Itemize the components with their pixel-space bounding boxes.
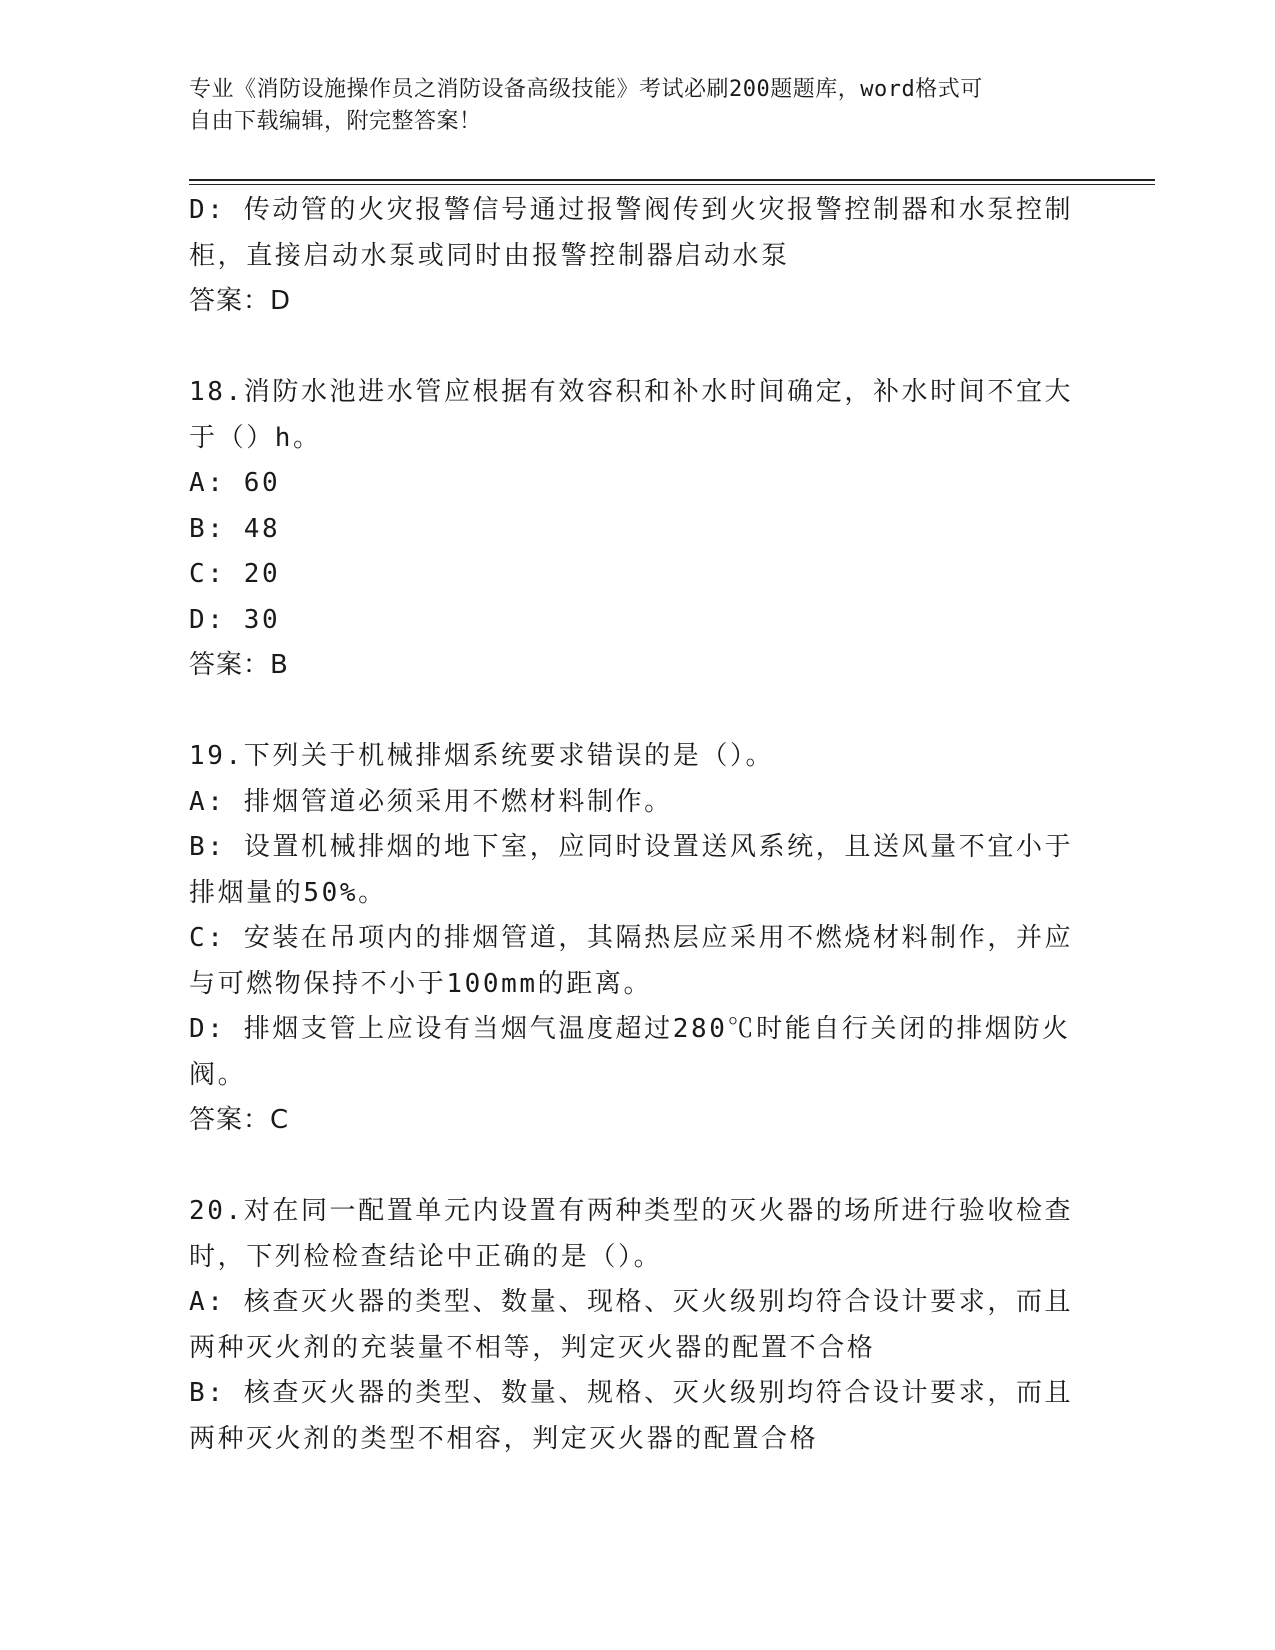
option-d: D: 30 [189,604,281,635]
option-a: A: 60 [189,468,281,498]
option-a: A: 排烟管道必须采用不燃材料制作。 [189,786,673,817]
question-19 [189,734,1079,1144]
option-c: C: 安装在吊项内的排烟管道，其隔热层应采用不燃烧材料制作，并应 [189,923,1074,953]
header-divider-thin [189,184,1155,185]
question-list [189,188,1079,1462]
option-a: A: 核查灭火器的类型、数量、现格、灭火级别均符合设计要求，而且 [189,1287,1074,1317]
option-c: C: 20 [189,559,281,589]
spacer [189,1144,1079,1190]
answer-label: 答案：C [189,1105,290,1135]
option-b: B: 核查灭火器的类型、数量、规格、灭火级别均符合设计要求，而且 [189,1378,1074,1408]
option-b: B: 48 [189,513,281,544]
option-b: 两种灭火剂的类型不相容，判定灭火器的配置合格 [189,1423,819,1454]
spacer [189,325,1079,371]
question-17-tail [189,188,1079,325]
question-stem: 19.下列关于机械排烟系统要求错误的是（）。 [189,741,775,771]
question-stem: 18.消防水池进水管应根据有效容积和补水时间确定，补水时间不宜大 [189,377,1074,407]
header-divider [189,179,1155,181]
question-stem: 于（）h。 [189,422,322,453]
option-d: 阀。 [189,1059,247,1090]
question-stem: 20.对在同一配置单元内设置有两种类型的灭火器的场所进行验收检查 [189,1196,1074,1226]
spacer [189,689,1079,735]
page-header [189,74,1069,138]
option-b: 排烟量的50%。 [189,877,387,908]
question-18 [189,370,1079,689]
header-line: 专业《消防设施操作员之消防设备高级技能》考试必刷200题题库，word格式可 [189,77,983,102]
question-20 [189,1189,1079,1462]
option-b: B: 设置机械排烟的地下室，应同时设置送风系统，且送风量不宜小于 [189,832,1074,862]
answer-label: 答案：D [189,286,292,316]
option-c: 与可燃物保持不小于100mm的距离。 [189,968,653,999]
option-line: D: 传动管的火灾报警信号通过报警阀传到火灾报警控制器和水泵控制 [189,195,1074,225]
header-line: 自由下载编辑，附完整答案！ [189,109,482,134]
question-stem: 时，下列检检查结论中正确的是（）。 [189,1241,663,1272]
answer-label: 答案：B [189,650,289,680]
option-line: 柜，直接启动水泵或同时由报警控制器启动水泵 [189,240,790,271]
option-a: 两种灭火剂的充装量不相等，判定灭火器的配置不合格 [189,1332,876,1363]
option-d: D: 排烟支管上应设有当烟气温度超过280℃时能自行关闭的排烟防火 [189,1014,1071,1044]
